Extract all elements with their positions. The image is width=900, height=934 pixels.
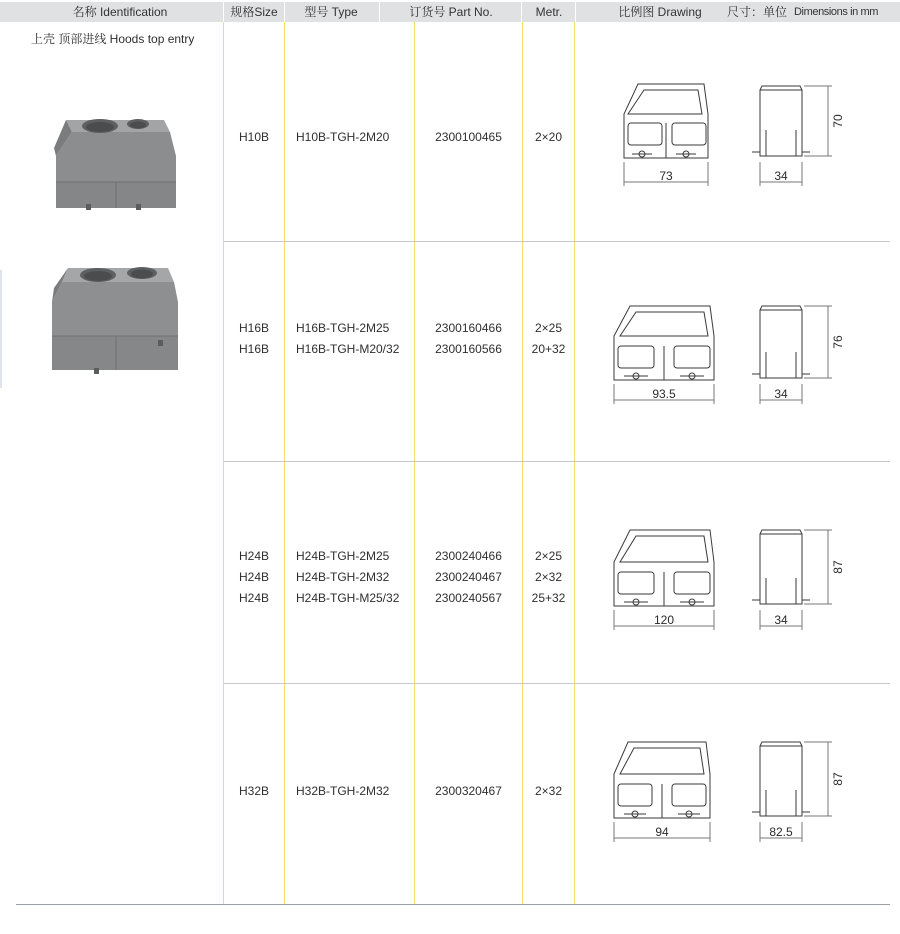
part-no-cell: 2300160466	[435, 321, 502, 335]
type-cell: H16B-TGH-2M25	[296, 321, 390, 335]
size-cell: H24B	[238, 570, 270, 584]
technical-drawing-h16b	[610, 298, 850, 418]
side-width-label: 34	[774, 169, 788, 183]
header-divider	[379, 2, 380, 22]
metr-cell: 2×25	[534, 321, 563, 335]
side-width-label: 34	[774, 387, 788, 401]
column-divider	[414, 22, 415, 904]
size-cell: H32B	[238, 784, 270, 798]
part-no-cell: 2300100465	[435, 130, 502, 144]
part-no-cell: 2300240567	[435, 591, 502, 605]
metr-cell: 2×32	[534, 784, 563, 798]
part-no-cell: 2300320467	[435, 784, 502, 798]
column-divider	[574, 22, 575, 904]
table-bottom-rule	[16, 904, 890, 905]
metr-cell: 2×32	[534, 570, 563, 584]
type-cell: H10B-TGH-2M20	[296, 130, 390, 144]
metr-cell: 25+32	[531, 591, 566, 605]
header-identification: 名称 Identification	[72, 5, 168, 19]
row-divider	[224, 683, 890, 684]
front-width-label: 94	[655, 825, 669, 839]
header-divider	[575, 2, 576, 22]
header-type: 型号 Type	[304, 5, 358, 19]
page-edge-mark	[0, 270, 2, 388]
side-width-label: 82.5	[769, 825, 793, 839]
size-cell: H16B	[238, 321, 270, 335]
metr-cell: 20+32	[531, 342, 566, 356]
header-drawing: 比例图 Drawing	[618, 5, 702, 19]
row-divider	[224, 241, 890, 242]
size-cell: H24B	[238, 591, 270, 605]
type-cell: H16B-TGH-M20/32	[296, 342, 400, 356]
height-label: 87	[831, 560, 845, 574]
part-no-cell: 2300240467	[435, 570, 502, 584]
type-cell: H24B-TGH-2M32	[296, 570, 390, 584]
header-divider	[223, 2, 224, 22]
front-width-label: 93.5	[652, 387, 676, 401]
type-cell: H24B-TGH-M25/32	[296, 591, 400, 605]
column-divider	[522, 22, 523, 904]
side-width-label: 34	[774, 613, 788, 627]
header-divider	[521, 2, 522, 22]
size-cell: H24B	[238, 549, 270, 563]
metr-cell: 2×20	[534, 130, 563, 144]
column-divider	[284, 22, 285, 904]
height-label: 70	[831, 114, 845, 128]
row-divider	[224, 461, 890, 462]
header-divider	[284, 2, 285, 22]
hood-photo-h10b	[52, 108, 178, 216]
header-part-no: 订货号 Part No.	[409, 5, 493, 19]
technical-drawing-h10b	[610, 76, 850, 196]
column-divider	[223, 22, 224, 904]
type-cell: H24B-TGH-2M25	[296, 549, 390, 563]
hood-photo-h16b	[50, 258, 180, 378]
technical-drawing-h32b	[610, 736, 850, 856]
height-label: 76	[831, 335, 845, 349]
type-cell: H32B-TGH-2M32	[296, 784, 390, 798]
header-dimensions: 尺寸：单位	[726, 5, 787, 19]
front-width-label: 120	[653, 613, 675, 627]
section-subtitle: 上壳 顶部进线 Hoods top entry	[31, 32, 195, 46]
size-cell: H10B	[238, 130, 270, 144]
size-cell: H16B	[238, 342, 270, 356]
header-dimensions-unit: Dimensions in mm	[794, 6, 879, 18]
front-width-label: 73	[659, 169, 673, 183]
header-size: 规格Size	[230, 5, 278, 19]
metr-cell: 2×25	[534, 549, 563, 563]
header-metr: Metr.	[535, 5, 563, 19]
part-no-cell: 2300160566	[435, 342, 502, 356]
technical-drawing-h24b	[610, 524, 850, 644]
part-no-cell: 2300240466	[435, 549, 502, 563]
height-label: 87	[831, 772, 845, 786]
